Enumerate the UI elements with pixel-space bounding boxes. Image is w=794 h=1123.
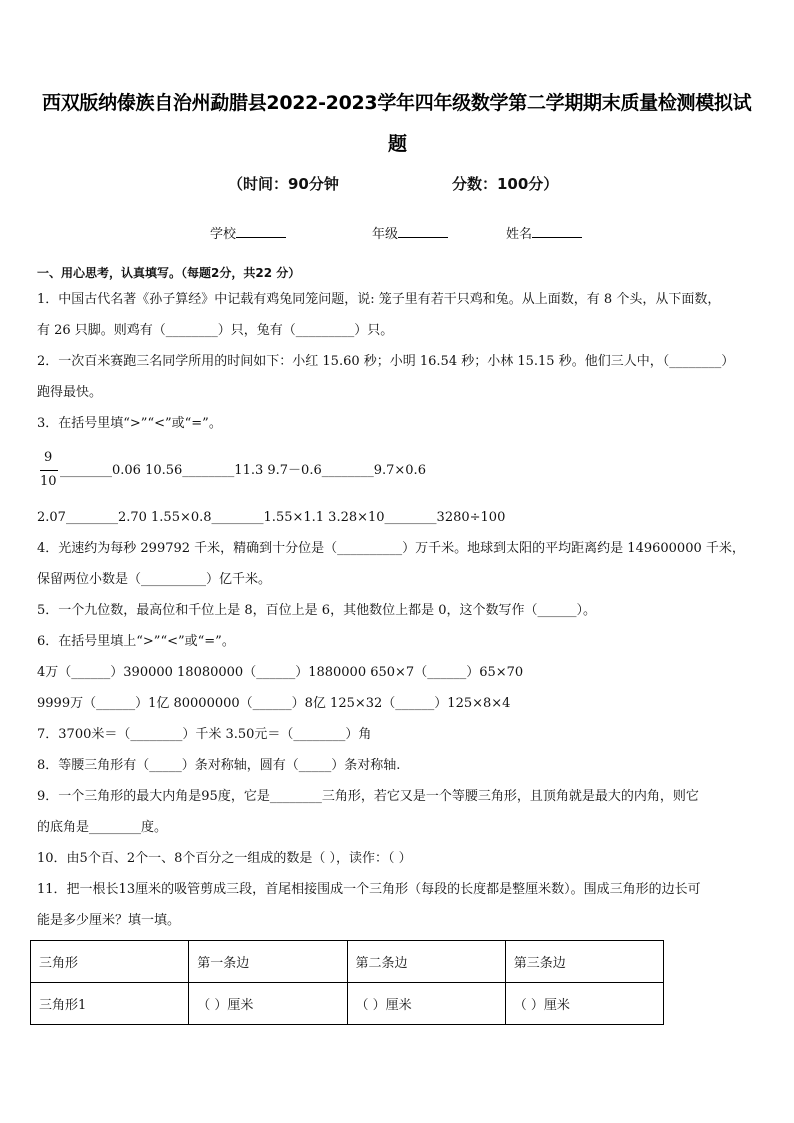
school-blank[interactable] [236, 224, 286, 238]
table-cell-label: 三角形1 [31, 983, 189, 1025]
section-heading: 一、用心思考，认真填写。（每题2分，共22 分） [37, 266, 301, 280]
grade-blank[interactable] [398, 224, 448, 238]
exam-time: （时间：90分钟 [228, 175, 339, 193]
question-3-line1: 3．在括号里填“>”“<”或“=”。 [37, 416, 222, 431]
page-title-line2: 题 [388, 133, 407, 155]
table-row [31, 983, 664, 1025]
question-6-line1: 6．在括号里填上“>”“<”或“=”。 [37, 634, 235, 649]
school-label: 学校 [210, 227, 237, 242]
table-header-row [31, 941, 664, 983]
name-label: 姓名 [506, 227, 533, 242]
name-field [506, 224, 582, 244]
fraction-numerator: 9 [44, 450, 53, 465]
question-3-row2: 2.07________2.70 1.55×0.8________1.55×1.1 3.28×10________3280÷100 [37, 510, 506, 525]
question-6-row2: 9999万（______）1亿 80000000（______）8亿 125×32（______）125×8×4 [37, 696, 511, 711]
fraction-denominator: 10 [40, 474, 57, 489]
grade-field [372, 224, 448, 244]
page-title-line1: 西双版纳傣族自治州勐腊县2022-2023学年四年级数学第二学期期末质量检测模拟试 [42, 92, 752, 114]
question-8: 8．等腰三角形有（_____）条对称轴，圆有（_____）条对称轴. [37, 758, 401, 773]
grade-label: 年级 [372, 227, 399, 242]
question-5: 5．一个九位数，最高位和千位上是 8，百位上是 6，其他数位上都是 0，这个数写作（______）。 [37, 603, 596, 618]
triangle-sides-table [30, 940, 664, 1025]
table-cell-input[interactable]: （ ）厘米 [505, 983, 663, 1025]
question-10: 10．由5个百、2个一、8个百分之一组成的数是（ ），读作：（ ） [37, 851, 412, 866]
fraction-bar [40, 470, 58, 471]
question-1-line2: 有 26 只脚。则鸡有（________）只，兔有（_________）只。 [37, 323, 394, 338]
table-header-cell: 第三条边 [505, 941, 663, 983]
question-4-line2: 保留两位小数是（__________）亿千米。 [37, 572, 272, 587]
exam-score: 分数：100分） [452, 175, 559, 193]
question-3-row1: ________0.06 10.56________11.3 9.7－0.6________9.7×0.6 [60, 463, 426, 478]
question-1-line1: 1．中国古代名著《孙子算经》中记载有鸡兔同笼问题，说: 笼子里有若干只鸡和兔。从上面数，有 8 个头，从下面数， [37, 292, 721, 307]
question-7: 7．3700米＝（________）千米 3.50元＝（________）角 [37, 727, 372, 742]
table-cell-input[interactable]: （ ）厘米 [189, 983, 347, 1025]
table-header-cell: 第二条边 [347, 941, 505, 983]
question-4-line1: 4．光速约为每秒 299792 千米，精确到十分位是（__________）万千米。地球到太阳的平均距离约是 149600000 千米， [37, 541, 745, 556]
table-cell-input[interactable]: （ ）厘米 [347, 983, 505, 1025]
question-9-line2: 的底角是________度。 [37, 820, 168, 835]
question-9-line1: 9．一个三角形的最大内角是95度，它是________三角形，若它又是一个等腰三角形，且顶角就是最大的内角，则它 [37, 789, 699, 804]
school-field [210, 224, 286, 244]
question-2-line2: 跑得最快。 [37, 385, 103, 400]
table-header-cell: 三角形 [31, 941, 189, 983]
table-header-cell: 第一条边 [189, 941, 347, 983]
fraction-nine-tenths [40, 450, 60, 492]
name-blank[interactable] [532, 224, 582, 238]
question-6-row1: 4万（______）390000 18080000（______）1880000 650×7（______）65×70 [37, 665, 524, 680]
question-2-line1: 2．一次百米赛跑三名同学所用的时间如下：小红 15.60 秒；小明 16.54 秒；小林 15.15 秒。他们三人中，（________） [37, 354, 735, 369]
question-11-line1: 11．把一根长13厘米的吸管剪成三段，首尾相接围成一个三角形（每段的长度都是整厘米数）。围成三角形的边长可 [37, 882, 701, 897]
question-11-line2: 能是多少厘米？填一填。 [37, 913, 181, 928]
